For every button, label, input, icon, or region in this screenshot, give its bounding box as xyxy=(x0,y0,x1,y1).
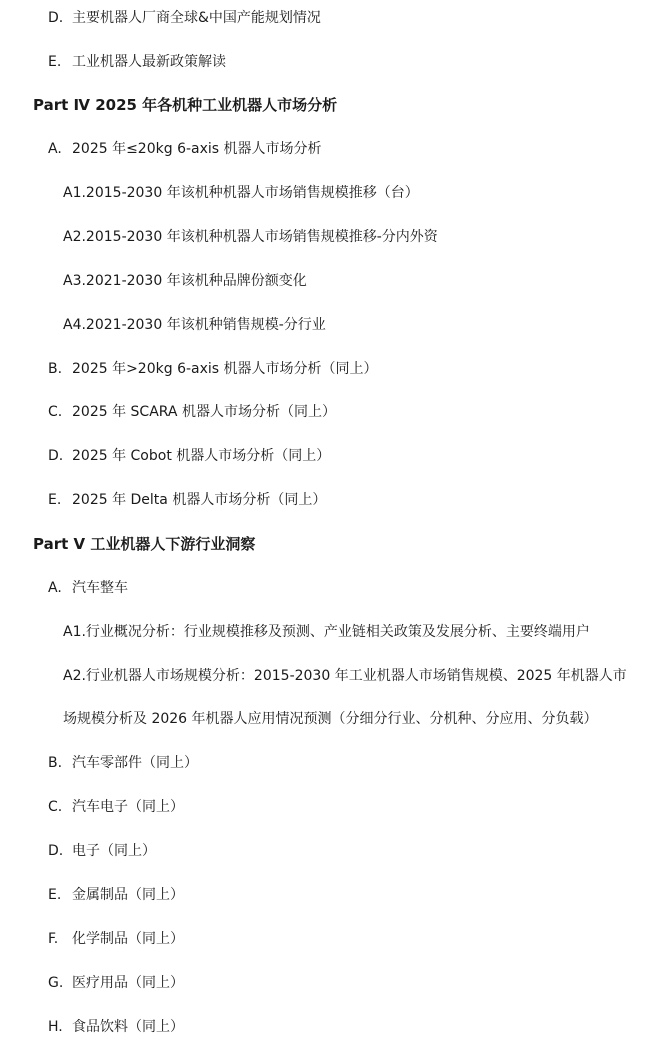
list-marker: E. xyxy=(48,54,62,70)
sub-list-item: A1.2015-2030 年该机种机器人市场销售规模推移（台） xyxy=(63,185,419,201)
list-item xyxy=(48,797,184,817)
list-marker: D. xyxy=(48,843,64,859)
sub-list-item: A1.行业概况分析：行业规模推移及预测、产业链相关政策及发展分析、主要终端用户 xyxy=(63,624,590,640)
list-item-text: 金属制品（同上） xyxy=(72,887,184,903)
list-item-text: 2025 年 Delta 机器人市场分析（同上） xyxy=(72,492,327,508)
list-marker: D. xyxy=(48,448,64,464)
list-item xyxy=(48,402,336,422)
list-item-text: 汽车电子（同上） xyxy=(72,799,184,815)
list-item-text: 医疗用品（同上） xyxy=(72,975,184,991)
list-item xyxy=(48,490,326,510)
section-heading: Part Ⅳ 2025 年各机种工业机器人市场分析 xyxy=(33,96,338,114)
list-item-text: 2025 年>20kg 6-axis 机器人市场分析（同上） xyxy=(72,361,378,377)
list-marker: E. xyxy=(48,887,62,903)
sub-list-item: A3.2021-2030 年该机种品牌份额变化 xyxy=(63,273,307,289)
list-marker: C. xyxy=(48,799,63,815)
list-marker: E. xyxy=(48,492,62,508)
list-marker: D. xyxy=(48,10,64,26)
list-marker: G. xyxy=(48,975,64,991)
list-item-text: 工业机器人最新政策解读 xyxy=(72,54,226,70)
sub-list-item-continuation: 场规模分析及 2026 年机器人应用情况预测（分细分行业、分机种、分应用、分负载） xyxy=(63,711,598,727)
list-item xyxy=(48,8,321,28)
list-item-text: 电子（同上） xyxy=(72,843,156,859)
list-item xyxy=(48,841,156,861)
list-item xyxy=(48,753,198,773)
section-heading: Part Ⅴ 工业机器人下游行业洞察 xyxy=(33,535,256,553)
list-marker: H. xyxy=(48,1019,63,1035)
list-item-text: 2025 年 SCARA 机器人市场分析（同上） xyxy=(72,404,336,420)
list-marker: B. xyxy=(48,361,63,377)
list-item xyxy=(48,973,184,993)
sub-list-item: A2.行业机器人市场规模分析：2015-2030 年工业机器人市场销售规模、2025 年机器人市 xyxy=(63,668,627,684)
list-item-text: 2025 年 Cobot 机器人市场分析（同上） xyxy=(72,448,331,464)
list-item xyxy=(48,885,184,905)
list-item-text: 汽车整车 xyxy=(72,580,128,596)
list-marker: F. xyxy=(48,931,59,947)
list-item-text: 主要机器人厂商全球&中国产能规划情况 xyxy=(72,10,321,26)
list-item-text: 汽车零部件（同上） xyxy=(72,755,198,771)
list-marker: C. xyxy=(48,404,63,420)
sub-list-item: A2.2015-2030 年该机种机器人市场销售规模推移-分内外资 xyxy=(63,229,438,245)
list-item xyxy=(48,359,378,379)
list-marker: A. xyxy=(48,580,62,596)
list-item-text: 食品饮料（同上） xyxy=(72,1019,184,1035)
list-item xyxy=(48,52,226,72)
list-marker: B. xyxy=(48,755,63,771)
sub-list-item: A4.2021-2030 年该机种销售规模-分行业 xyxy=(63,317,326,333)
list-item xyxy=(48,929,184,949)
list-item xyxy=(48,446,330,466)
list-item xyxy=(48,1017,184,1037)
list-marker: A. xyxy=(48,141,62,157)
list-item-text: 化学制品（同上） xyxy=(72,931,184,947)
list-item xyxy=(48,578,128,598)
list-item xyxy=(48,139,322,159)
list-item-text: 2025 年≤20kg 6-axis 机器人市场分析 xyxy=(72,141,322,157)
